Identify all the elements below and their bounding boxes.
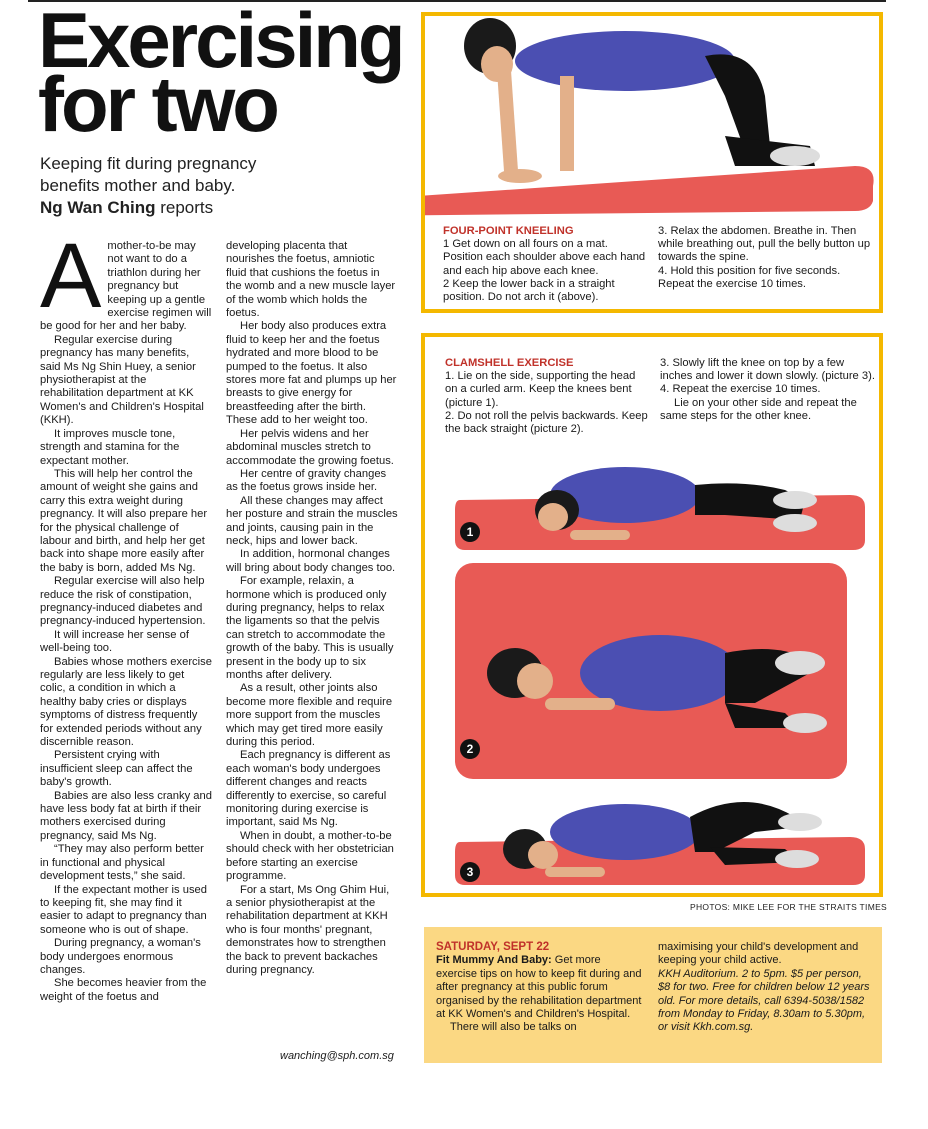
headline-line-2: for two [38, 60, 277, 148]
deck-line-2: benefits mother and baby. [40, 176, 236, 195]
byline-author: Ng Wan Ching [40, 198, 156, 217]
column-2-paragraph: For example, relaxin, a hormone which is produced only during pregnancy, helps to relax the ligaments so that the pelvis can stretch to accommodate the growth of the baby. This is usually present in the body up to six months after delivery. [226, 575, 394, 681]
event-desc-text: Get more exercise tips on how to keep fit during and after pregnancy at this public forum organised by the rehabilitation department at KK Women's and Children's Hospital. [436, 954, 642, 1021]
column-1-paragraph: This will help her control the amount of weight she gains and carry this extra weight during pregnancy. It will also prepare her for the physical challenge of labour and birth, and help her get back into shape more easily after the baby is born, added Ms Ng. [40, 467, 208, 574]
clamshell-step-3: 3. Slowly lift the knee on top by a few inches and lower it down slowly. (picture 3). [660, 357, 875, 383]
clamshell-photo-3 [425, 787, 879, 887]
clamshell-step-2: 2. Do not roll the pelvis backwards. Keep the back straight (picture 2). [445, 409, 648, 436]
four-point-step-4: 4. Hold this position for five seconds. Repeat the exercise 10 times. [658, 264, 841, 290]
column-2-first-paragraph: developing placenta that nourishes the foetus, amniotic fluid that cushions the foetus in the womb and a new muscle layer of the womb which holds the foetus. [226, 240, 396, 320]
four-point-kneeling-box [421, 12, 883, 313]
picture-2-badge: 2 [460, 739, 480, 759]
deck-line-1: Keeping fit during pregnancy [40, 154, 257, 173]
column-2-body [226, 320, 398, 977]
picture-3-badge: 3 [460, 862, 480, 882]
column-1-paragraph: Regular exercise during pregnancy has many benefits, said Ms Ng Shin Huey, a senior physiotherapist at the rehabilitation department at KK Women's and Children's Hospital (KKH). [40, 333, 204, 427]
four-point-left-text [443, 225, 648, 304]
lede-paragraph [40, 225, 212, 334]
lede-text: mother-to-be may not want to do a triathlon during her pregnancy but keeping up a gentle exercise regimen will be good for her and her baby. [40, 240, 212, 333]
four-point-step-3: 3. Relax the abdomen. Breathe in. Then while breathing out, pull the belly button up towards the spine. [658, 225, 871, 264]
column-2-paragraph: As a result, other joints also become more flexible and require more support from the muscles which may get tired more easily during this period. [226, 682, 393, 749]
column-2-paragraph: Her centre of gravity changes as the foetus grows inside her. [226, 467, 387, 494]
headline-line-1: Exercising [38, 0, 403, 84]
clamshell-photo-2 [425, 563, 879, 779]
clamshell-exercise-box [421, 333, 883, 897]
column-1-paragraph: It will increase her sense of well-being too. [40, 628, 189, 655]
event-continued: maximising your child's development and keeping your child active. [658, 941, 859, 967]
author-email: wanching@sph.com.sg [280, 1050, 394, 1062]
picture-1-badge: 1 [460, 522, 480, 542]
four-point-step-1: 1 Get down on all fours on a mat. Position each shoulder above each hand and each hip above each knee. [443, 238, 646, 277]
clamshell-step-5: Lie on your other side and repeat the same steps for the other knee. [660, 396, 857, 422]
event-details: KKH Auditorium. 2 to 5pm. $5 per person, $8 for two. Free for children below 12 years old. For more details, call 6394-5038/1582 from Monday to Friday, 8.30am to 5.30pm, or visit Kkh.com.sg. [658, 967, 870, 1034]
clamshell-right-text [660, 357, 875, 423]
column-2-paragraph: When in doubt, a mother-to-be should check with her obstetrician before starting an exercise programme. [226, 829, 394, 883]
article-column-1 [40, 225, 212, 1004]
column-1-paragraph: Babies are also less cranky and have less body fat at birth if their mothers exercised during pregnancy, said Ms Ng. [40, 789, 212, 842]
column-2-paragraph: In addition, hormonal changes will bring about body changes too. [226, 548, 396, 574]
clamshell-photo-1 [425, 445, 879, 550]
column-1-paragraph: Babies whose mothers exercise regularly are less likely to get colic, a condition in which a healthy baby cries or displays symptoms of distress frequently for extended periods without any discernible reason. [40, 655, 212, 749]
column-1-paragraph: She becomes heavier from the weight of the foetus and [40, 977, 207, 1003]
clamshell-left-text [445, 357, 650, 436]
event-date: SATURDAY, SEPT 22 [436, 941, 550, 953]
event-right-column [658, 941, 870, 1035]
column-1-paragraph: If the expectant mother is used to keeping fit, she may find it easier to adapt to pregnancy than someone who is out of shape. [40, 883, 207, 936]
photo-credit: PHOTOS: MIKE LEE FOR THE STRAITS TIMES [690, 902, 888, 912]
drop-cap: A [40, 225, 102, 327]
column-2-paragraph: For a start, Ms Ong Ghim Hui, a senior physiotherapist at the rehabilitation department at KKH who is four months' pregnant, demonstrates how to strengthen the back to prevent backaches during pregnancy. [226, 883, 390, 976]
column-1-paragraph: During pregnancy, a woman's body undergoes enormous changes. [40, 937, 201, 976]
column-1-paragraph: It improves muscle tone, strength and stamina for the expectant mother. [40, 427, 180, 467]
clamshell-step-4: 4. Repeat the exercise 10 times. [660, 383, 821, 396]
four-point-kneeling-photo [425, 16, 879, 216]
column-2-paragraph: Her body also produces extra fluid to keep her and the foetus hydrated and more blood to be pumped to the foetus. It also stores more fat and plumps up her breasts to give energy for breastfeeding after the birth. These add to her weight too. [226, 320, 397, 427]
column-1-paragraph: “They may also perform better in functional and physical development tests,” she said. [40, 843, 204, 883]
four-point-right-text [658, 225, 873, 291]
event-talks: There will also be talks on [450, 1021, 577, 1034]
clamshell-title: CLAMSHELL EXERCISE [445, 357, 574, 369]
headline [38, 0, 403, 148]
column-1-paragraph: Persistent crying with insufficient sleep can affect the baby's growth. [40, 749, 193, 789]
clamshell-step-1: 1. Lie on the side, supporting the head on a curled arm. Keep the knees bent (picture 1). [445, 370, 636, 409]
column-1-body [40, 334, 212, 1004]
event-box [424, 927, 882, 1063]
event-left-column [436, 941, 644, 1035]
four-point-title: FOUR-POINT KNEELING [443, 225, 574, 237]
four-point-step-2: 2 Keep the lower back in a straight position. Do not arch it (above). [443, 277, 615, 304]
event-name: Fit Mummy And Baby: [436, 954, 552, 967]
deck [40, 153, 340, 219]
column-1-paragraph: Regular exercise will also help reduce the risk of constipation, pregnancy-induced diabetes and pregnancy-induced hypertension. [40, 575, 206, 628]
byline-reports: reports [155, 198, 214, 217]
event-description [436, 954, 644, 1021]
column-2-paragraph: Her pelvis widens and her abdominal muscles stretch to accommodate the growing foetus. [226, 427, 394, 467]
column-2-paragraph: Each pregnancy is different as each woman's body undergoes different changes and reacts differently to exercise, so careful monitoring during exercise is important, said Ms Ng. [226, 749, 391, 829]
column-2-paragraph: All these changes may affect her posture and strain the muscles and joints, causing pain in the neck, hips and lower back. [226, 494, 398, 547]
article-column-2 [226, 240, 398, 977]
